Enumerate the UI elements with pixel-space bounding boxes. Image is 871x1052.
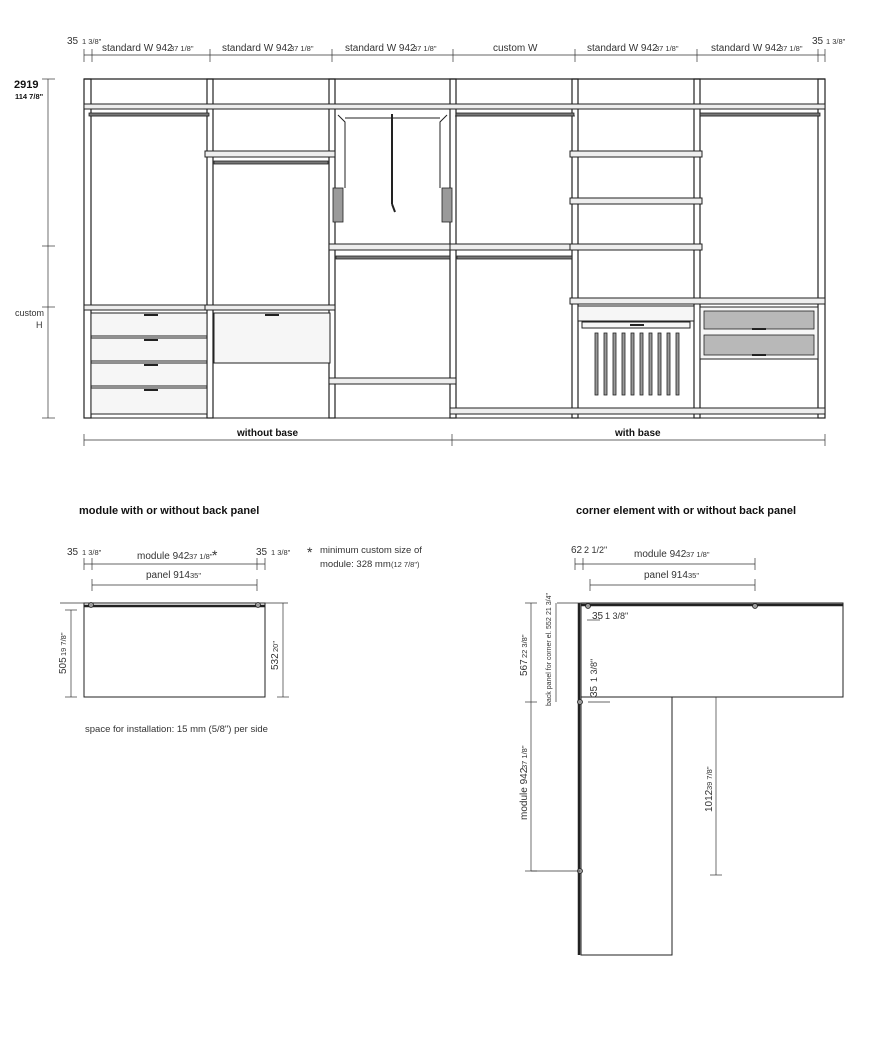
corner-back-panel-inch: 21 3/4" [546, 593, 553, 615]
module-plan-panel-label: panel 914 [146, 570, 190, 581]
module-1-dim: standard W 942 [102, 43, 173, 54]
height-mm: 2919 [14, 79, 39, 91]
note-line1: minimum custom size of [320, 545, 422, 556]
module-2-shelves [205, 151, 335, 363]
corner-depth-1012: 1012 [704, 789, 715, 812]
module-plan-right-end-frac: 1 3/8" [271, 548, 291, 557]
corner-back-panel-label: back panel for corner el. 552 [546, 617, 553, 706]
height-inch: 114 7/8" [15, 92, 44, 101]
top-dimension-labels [67, 36, 846, 54]
note-line2: module: 328 mm [320, 559, 391, 570]
corner-plan [519, 505, 843, 955]
module-plan [58, 505, 422, 735]
module-plan-depth-right-inch: 20" [271, 640, 280, 652]
module-5-dim-inch: 37 1/8" [655, 44, 679, 53]
module-6-drawers [700, 307, 818, 359]
left-end-dim: 35 [67, 36, 79, 47]
corner-end-dim: 62 [571, 545, 583, 556]
module-2-dim: standard W 942 [222, 43, 293, 54]
note-line2-inch: (12 7/8") [391, 560, 420, 569]
module-plan-panel-inch: 35" [190, 571, 202, 580]
corner-depth-567: 567 [519, 659, 530, 676]
custom-h-line1: custom [15, 308, 45, 318]
height-dimension [14, 79, 55, 418]
right-end-dim-frac: 1 3/8" [826, 37, 846, 46]
install-note: space for installation: 15 mm (5/8") per side [85, 724, 268, 735]
with-base-label: with base [615, 428, 661, 439]
corner-plan-title: corner element with or without back panel [576, 505, 797, 517]
trouser-hangers [595, 333, 679, 395]
corner-module-vertical: module 942 [519, 767, 530, 820]
left-end-dim-frac: 1 3/8" [82, 37, 102, 46]
corner-inner-35-a: 35 [592, 611, 604, 622]
module-5-dim: standard W 942 [587, 43, 658, 54]
corner-depth-567-inch: 22 3/8" [520, 634, 529, 658]
corner-module-vertical-inch: 37 1/8" [520, 745, 529, 769]
module-plan-module-inch: 37 1/8" [189, 552, 213, 561]
without-base-label: without base [237, 428, 299, 439]
module-4-dim: custom W [493, 43, 538, 54]
module-1-drawers [84, 305, 209, 414]
corner-inner-35-b: 35 [589, 685, 600, 697]
corner-inner-35-b-frac: 1 3/8" [589, 658, 599, 682]
corner-panel-label: panel 914 [644, 570, 688, 581]
corner-panel-inch: 35" [688, 571, 700, 580]
module-3-dim: standard W 942 [345, 43, 416, 54]
module-2-dim-inch: 37 1/8" [290, 44, 314, 53]
module-6-dim: standard W 942 [711, 43, 782, 54]
wardrobe-elevation [84, 79, 825, 418]
module-plan-title: module with or without back panel [79, 505, 260, 517]
module-1-dim-inch: 37 1/8" [170, 44, 194, 53]
right-end-dim: 35 [812, 36, 824, 47]
module-plan-module-label: module 942 [137, 551, 190, 562]
custom-h-line2: H [36, 320, 43, 330]
module-plan-right-end: 35 [256, 547, 268, 558]
module-3-dim-inch: 37 1/8" [413, 44, 437, 53]
corner-inner-35-a-frac: 1 3/8" [605, 611, 629, 621]
corner-end-dim-frac: 2 1/2" [584, 545, 608, 555]
corner-module-label: module 942 [634, 549, 687, 560]
module-plan-depth-right: 532 [270, 653, 281, 670]
note-asterisk: * [307, 544, 313, 560]
base-dimension [84, 428, 825, 446]
module-3-pulldown [329, 114, 456, 384]
module-plan-depth-left: 505 [58, 657, 69, 674]
module-plan-asterisk: * [212, 547, 218, 563]
top-shelves [84, 104, 825, 116]
corner-module-inch: 37 1/8" [686, 550, 710, 559]
module-plan-left-end: 35 [67, 547, 79, 558]
module-6-dim-inch: 37 1/8" [779, 44, 803, 53]
module-plan-left-end-frac: 1 3/8" [82, 548, 102, 557]
corner-depth-1012-inch: 39 7/8" [705, 766, 714, 790]
module-plan-depth-left-inch: 19 7/8" [59, 632, 68, 656]
